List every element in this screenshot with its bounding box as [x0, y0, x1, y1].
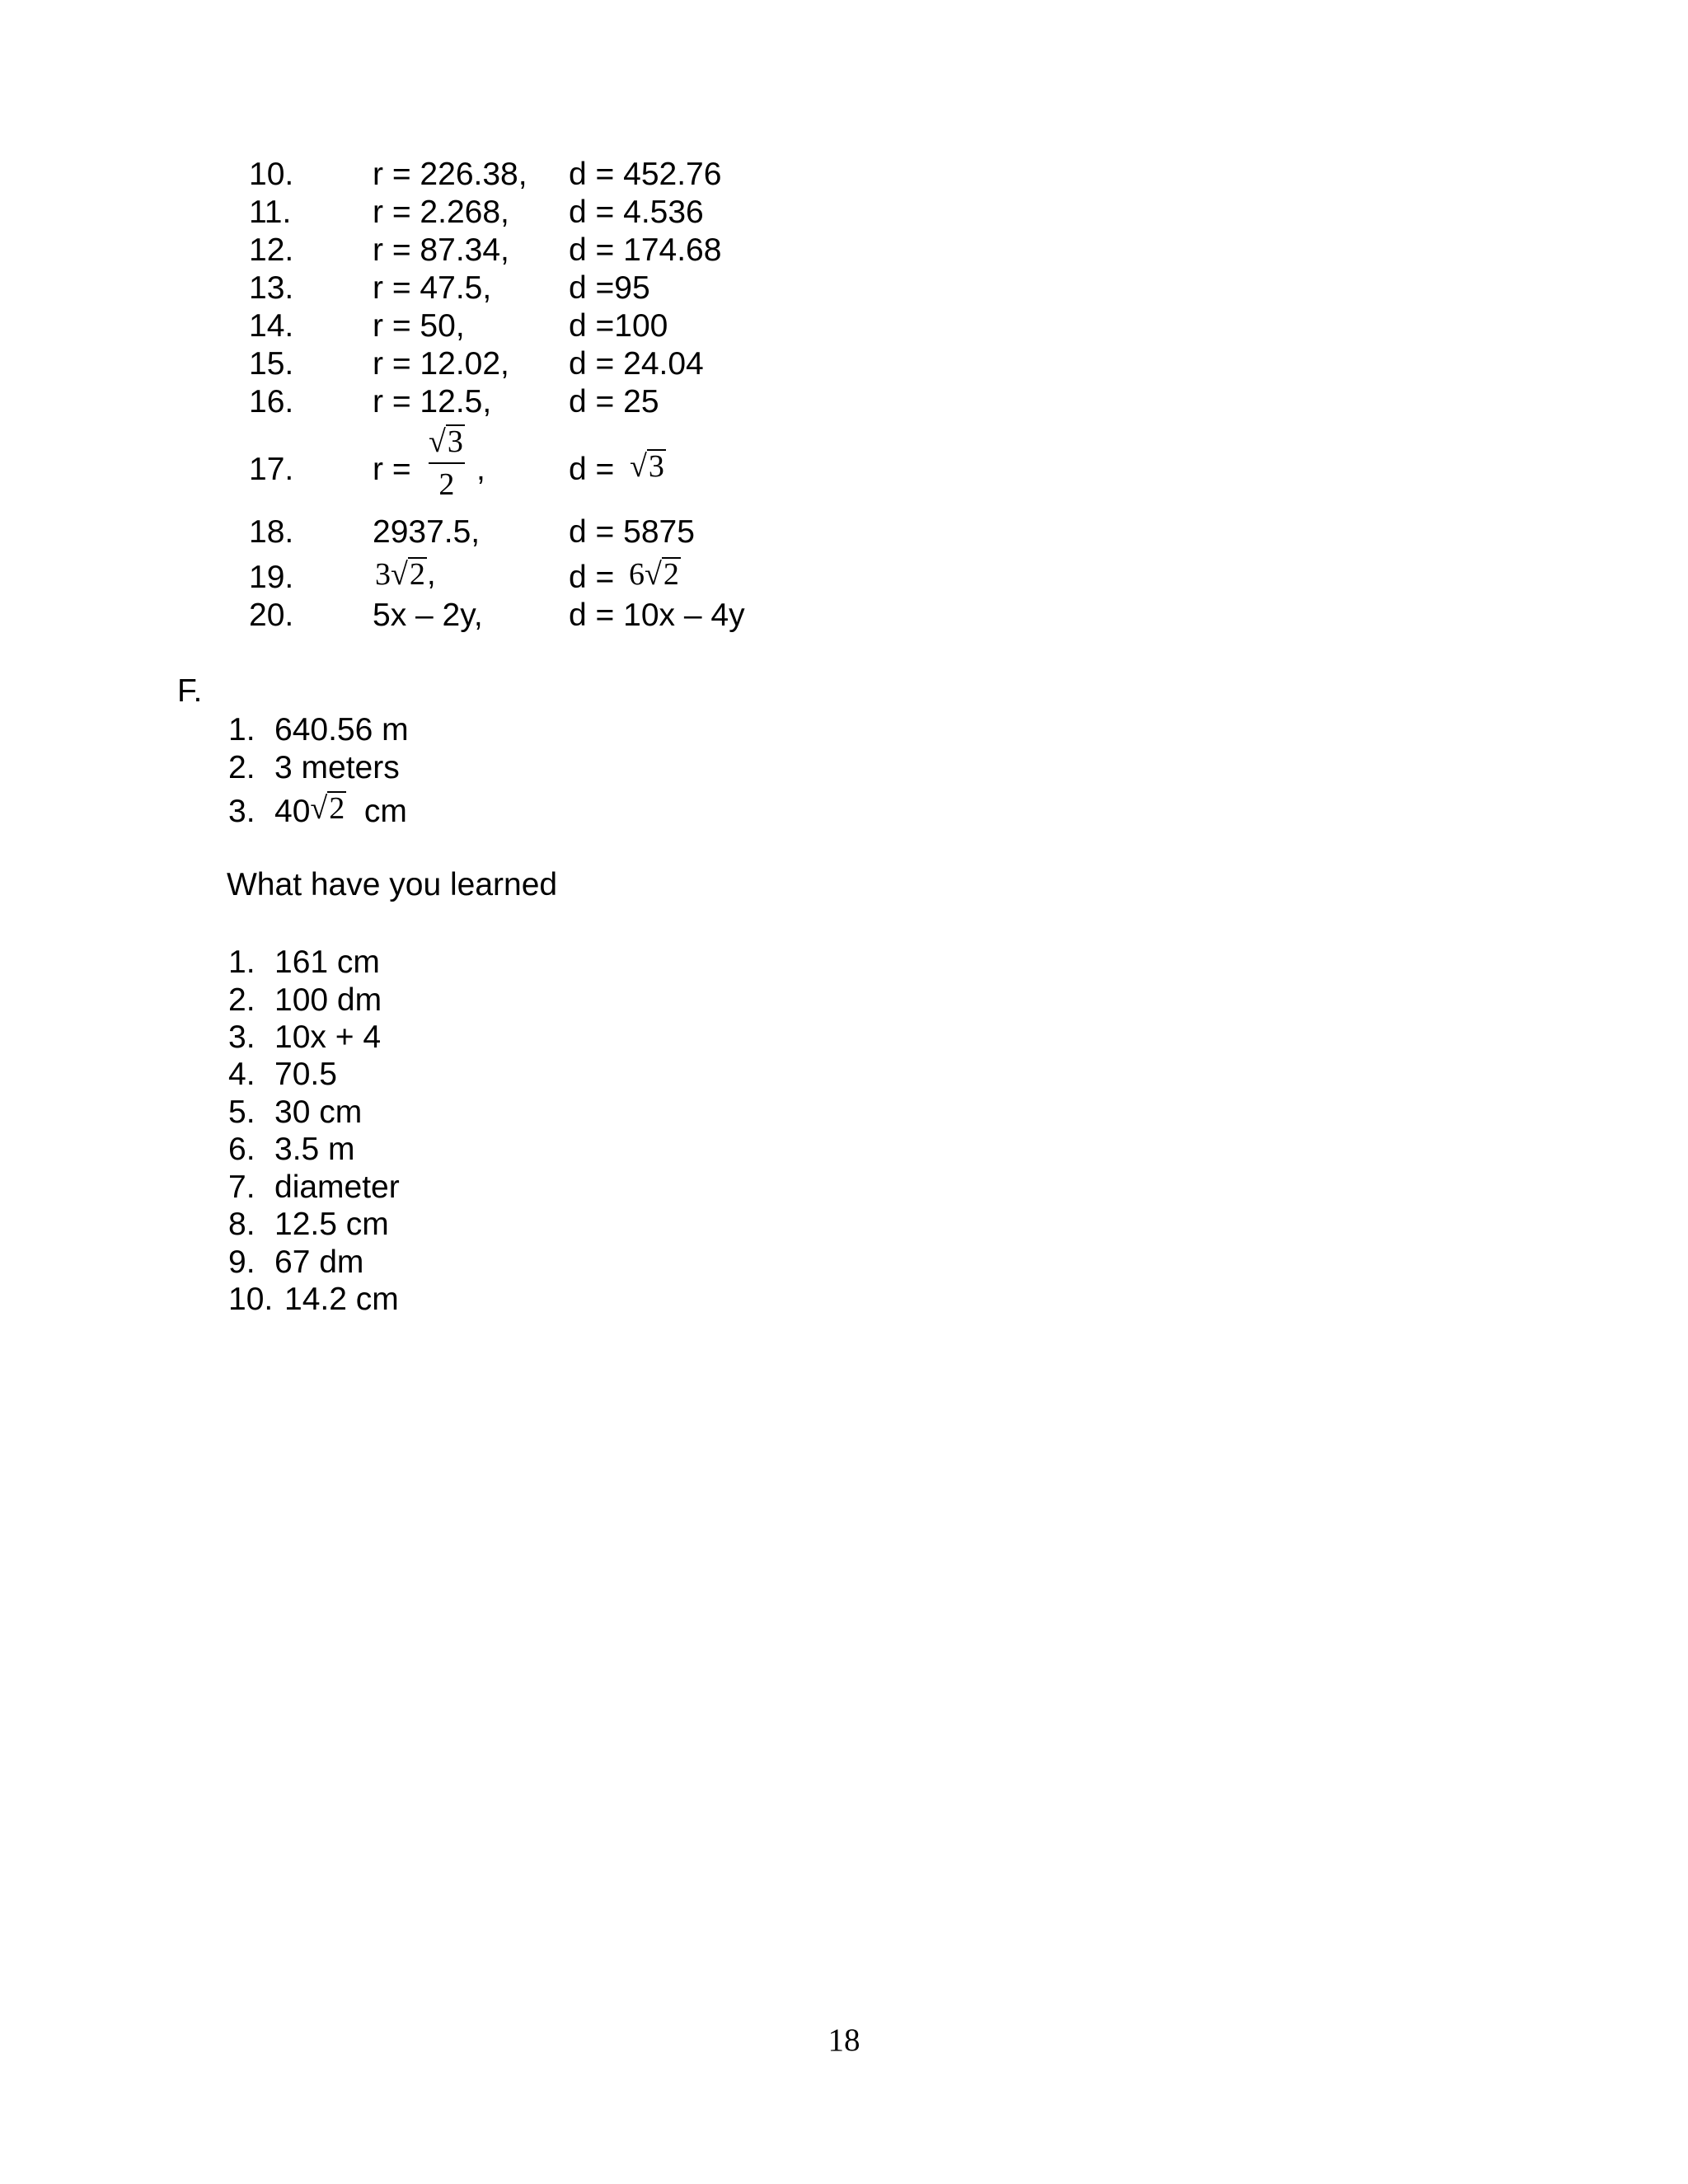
square-root: √2 [310, 791, 345, 826]
diameter-prefix: d = [569, 452, 615, 487]
fraction-numerator [429, 424, 465, 459]
list-item [228, 791, 407, 830]
square-root: √3 [630, 449, 664, 484]
list-text: 14.2 cm [284, 1282, 399, 1317]
list-text: 10x + 4 [274, 1019, 382, 1055]
list-text: 67 dm [274, 1244, 364, 1280]
list-item [228, 1282, 399, 1318]
answer-row [0, 234, 1688, 270]
answer-number: 18. [249, 514, 294, 550]
list-text: 70.5 [274, 1057, 337, 1092]
radius-value: r = 87.34, [373, 232, 509, 268]
list-item [228, 1207, 389, 1243]
list-index: 2. [228, 750, 256, 785]
radius-coefficient-root: 3√2 [375, 557, 425, 592]
diameter-value: d = 174.68 [569, 232, 722, 268]
answer-row [0, 272, 1688, 308]
answer-row [0, 599, 1688, 635]
radius-value: r = 12.5, [373, 384, 492, 419]
answer-number: 13. [249, 270, 294, 306]
diameter-value: d = 25 [569, 384, 659, 419]
answer-number: 12. [249, 232, 294, 268]
list-index: 1. [228, 944, 256, 980]
diameter-value: d = 10x – 4y [569, 598, 745, 633]
list-text: 161 cm [274, 944, 380, 980]
list-item [228, 712, 409, 748]
fraction-bar [429, 462, 465, 464]
list-text: 3.5 m [274, 1132, 355, 1167]
list-index: 9. [228, 1244, 256, 1280]
list-item [228, 1019, 381, 1056]
list-item [228, 750, 400, 786]
list-item [228, 1244, 363, 1281]
list-text: 12.5 cm [274, 1207, 389, 1242]
list-text: 640.56 m [274, 712, 409, 748]
answer-number: 11. [249, 194, 292, 230]
diameter-value: 6√2 [629, 557, 679, 592]
radius-fraction [429, 424, 465, 500]
list-index: 7. [228, 1169, 256, 1205]
radius-value: r = 12.02, [373, 346, 509, 382]
list-text: 100 dm [274, 982, 382, 1018]
radius-value: 5x – 2y, [373, 598, 483, 633]
radius-value: r = 50, [373, 308, 465, 344]
answer-number: 10. [249, 157, 294, 192]
list-item [228, 1057, 337, 1093]
answer-number: 15. [249, 346, 294, 382]
list-text: 30 cm [274, 1094, 363, 1130]
answer-row [0, 310, 1688, 346]
list-item [228, 1169, 400, 1206]
list-item [228, 1132, 355, 1168]
radius-prefix: r = [373, 452, 411, 487]
answer-number: 16. [249, 384, 294, 419]
diameter-prefix: d = [569, 560, 615, 595]
list-text: diameter [274, 1169, 400, 1205]
radius-value: 2937.5, [373, 514, 481, 550]
list-index: 2. [228, 982, 256, 1018]
diameter-value: d =100 [569, 308, 668, 344]
radius-value: r = 226.38, [373, 157, 528, 192]
answer-row [0, 386, 1688, 422]
list-index: 3. [228, 1019, 256, 1055]
list-index: 1. [228, 712, 256, 748]
list-index: 5. [228, 1094, 256, 1130]
answer-row [0, 516, 1688, 552]
answer-row [0, 158, 1688, 194]
radius-suffix: , [476, 452, 485, 487]
list-index: 4. [228, 1057, 256, 1092]
page-number: 18 [828, 2022, 860, 2058]
answer-row [0, 196, 1688, 232]
radius-value: 3√2, [375, 556, 436, 592]
answer-number: 17. [249, 452, 294, 487]
answer-row [0, 348, 1688, 384]
list-index: 6. [228, 1132, 256, 1167]
list-text: 40√2 cm [274, 791, 407, 829]
diameter-value: d = 452.76 [569, 157, 722, 192]
radius-value: r = 47.5, [373, 270, 492, 306]
list-item [228, 982, 382, 1019]
list-text: 3 meters [274, 750, 400, 785]
answer-number: 19. [249, 560, 294, 595]
list-item [228, 944, 380, 981]
list-index: 8. [228, 1207, 256, 1242]
diameter-value: d = 4.536 [569, 194, 704, 230]
diameter-value: d = 5875 [569, 514, 695, 550]
list-index: 10. [228, 1282, 274, 1317]
diameter-value: d =95 [569, 270, 650, 306]
diameter-value: d = 24.04 [569, 346, 704, 382]
answer-number: 20. [249, 598, 294, 633]
fraction-denominator: 2 [438, 466, 455, 502]
square-root: √3 [429, 424, 463, 459]
list-item [228, 1094, 362, 1131]
list-index: 3. [228, 794, 256, 829]
section-heading: What have you learned [227, 867, 558, 902]
answer-number: 14. [249, 308, 294, 344]
radius-value: r = 2.268, [373, 194, 509, 230]
section-label: F. [177, 673, 203, 709]
